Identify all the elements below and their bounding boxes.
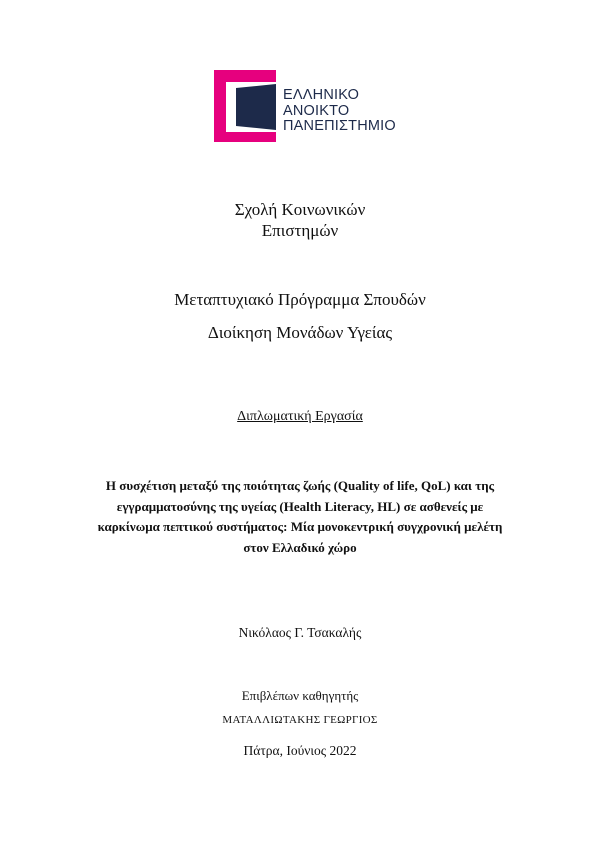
university-logo: [214, 70, 414, 142]
document-type: [0, 408, 600, 426]
university-logo-text: [283, 88, 396, 135]
title-line-1: Η συσχέτιση μεταξύ της ποιότητας ζωής (Quality of life, QoL) και της: [105, 478, 495, 493]
logo-line-3: ΠΑΝΕΠΙΣΤΗΜΙΟ: [283, 118, 396, 134]
title-line-2: εγγραμματοσύνης της υγείας (Health Literacy, HL) σε ασθενείς με: [116, 498, 484, 514]
university-logo-mark-icon: [214, 70, 276, 142]
author-name: Νικόλαος Γ. Τσακαλής: [238, 625, 362, 640]
program-line-2: Διοίκηση Μονάδων Υγείας: [207, 323, 393, 342]
program-name: [0, 283, 600, 349]
program-line-1: Μεταπτυχιακό Πρόγραμμα Σπουδών: [174, 290, 426, 309]
supervisor-role: Επιβλέπων καθηγητής: [241, 688, 359, 703]
document-type-label: Διπλωματική Εργασία: [237, 409, 363, 424]
logo-line-1: ΕΛΛΗΝΙΚΟ: [283, 87, 360, 103]
school-line-2: Επιστημών: [261, 221, 339, 240]
title-line-4: στον Ελλαδικό χώρο: [243, 539, 357, 555]
thesis-title: [60, 476, 540, 558]
supervisor-name: ΜΑΤΑΛΛΙΩΤΑΚΗΣ ΓΕΩΡΓΙΟΣ: [222, 714, 378, 726]
school-line-1: Σχολή Κοινωνικών: [234, 200, 366, 219]
logo-line-2: ΑΝΟΙΚΤΟ: [283, 102, 350, 119]
title-line-3: καρκίνωμα πεπτικού συστήματος: Μία μονοκεντρική συγχρονική μελέτη: [97, 519, 503, 534]
school-name: [0, 199, 600, 241]
place-and-date: Πάτρα, Ιούνιος 2022: [243, 743, 357, 758]
